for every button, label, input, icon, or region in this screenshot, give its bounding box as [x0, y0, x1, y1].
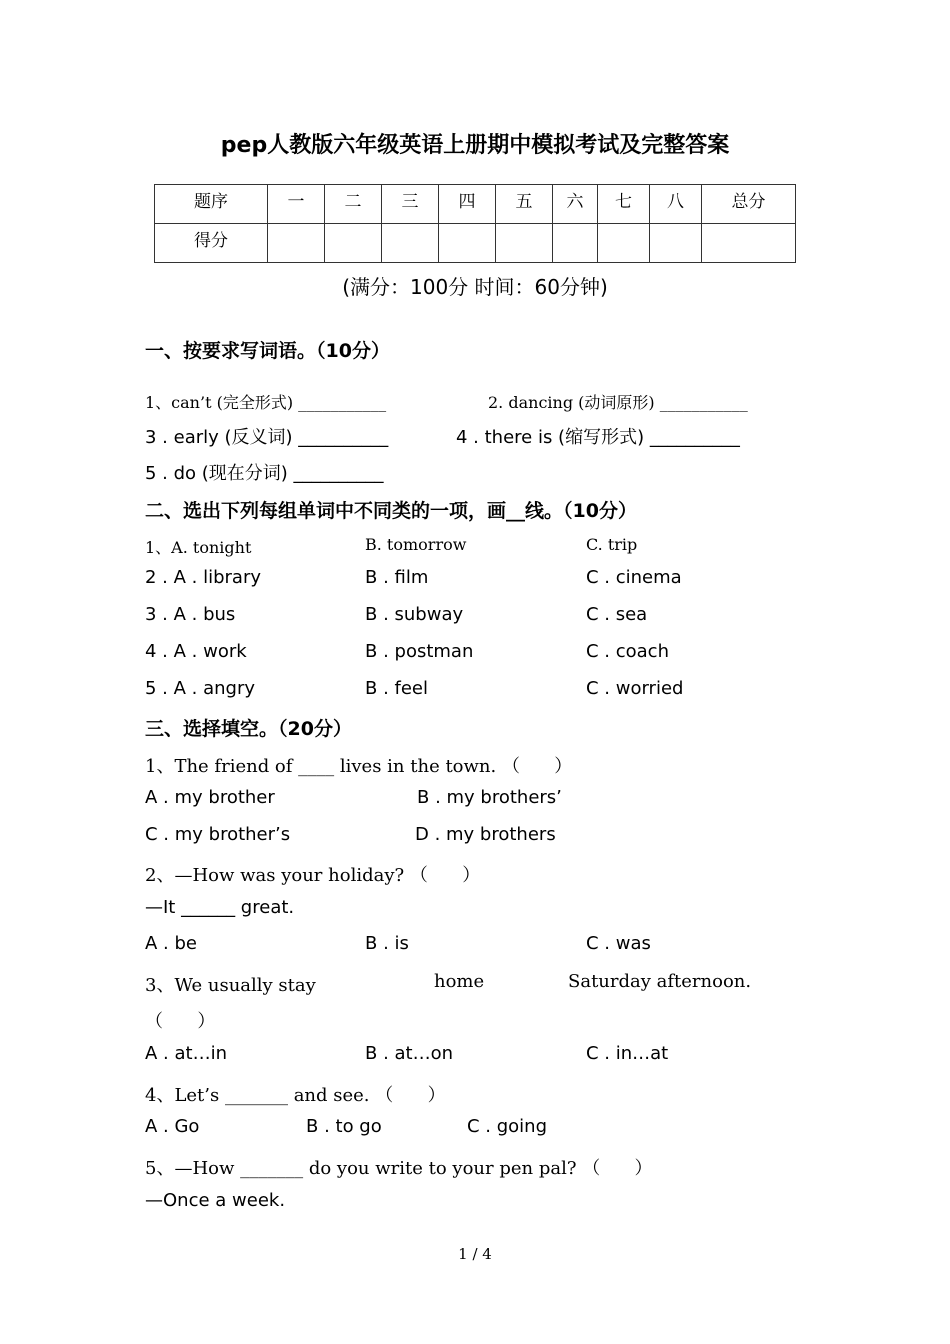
- score-cell[interactable]: [553, 224, 598, 263]
- s3-question-4: 4、Let’s _______ and see. （ ）: [145, 1085, 446, 1106]
- header-cell: 七: [598, 185, 650, 224]
- s3-question-5: 5、—How _______ do you write to your pen pal? （ ）: [145, 1158, 653, 1179]
- header-cell: 四: [439, 185, 496, 224]
- section1-heading: 一、按要求写词语。（10分）: [145, 340, 390, 362]
- s3-option: D . my brothers: [415, 824, 556, 845]
- s2-option: 1、A. tonight: [145, 538, 252, 557]
- s3-question-3-part: home: [434, 971, 485, 992]
- s3-question-3-paren: （ ）: [145, 1011, 216, 1032]
- header-cell: 总分: [702, 185, 796, 224]
- s1-question-5: 5 . do (现在分词) __________: [145, 463, 384, 484]
- s2-option: B. tomorrow: [365, 535, 467, 554]
- s2-option: C . coach: [586, 641, 669, 662]
- s3-option: C . going: [467, 1116, 548, 1137]
- s3-option: B . my brothers’: [417, 787, 562, 808]
- s3-option: A . at…in: [145, 1043, 227, 1064]
- s2-option: 2 . A . library: [145, 567, 262, 588]
- s1-question-2: 2. dancing (动词原形) ___________: [488, 393, 748, 412]
- s2-option: C . cinema: [586, 567, 682, 588]
- s3-option: B . at…on: [365, 1043, 454, 1064]
- header-cell: 题序: [155, 185, 268, 224]
- s2-option: C . sea: [586, 604, 648, 625]
- s2-option: 4 . A . work: [145, 641, 247, 662]
- section3-heading: 三、选择填空。（20分）: [145, 718, 352, 740]
- score-table: [154, 184, 796, 263]
- score-table-header-row: [155, 185, 796, 224]
- score-cell[interactable]: [268, 224, 325, 263]
- header-cell: 八: [650, 185, 702, 224]
- s1-question-4: 4 . there is (缩写形式) __________: [456, 427, 740, 448]
- s2-option: 3 . A . bus: [145, 604, 236, 625]
- header-cell: 五: [496, 185, 553, 224]
- s3-option: B . to go: [306, 1116, 382, 1137]
- score-cell[interactable]: [382, 224, 439, 263]
- s1-question-1: 1、can’t (完全形式) ___________: [145, 393, 387, 412]
- row-label: 得分: [155, 224, 268, 263]
- page-number: 1 / 4: [458, 1245, 492, 1263]
- s2-option: C . worried: [586, 678, 684, 699]
- score-cell[interactable]: [702, 224, 796, 263]
- s3-question-3-part: Saturday afternoon.: [568, 971, 752, 992]
- score-cell[interactable]: [439, 224, 496, 263]
- header-cell: 二: [325, 185, 382, 224]
- s3-option: A . Go: [145, 1116, 200, 1137]
- header-cell: 三: [382, 185, 439, 224]
- s3-option: A . my brother: [145, 787, 275, 808]
- s3-question-2-line: —It ______ great.: [145, 897, 295, 918]
- s3-option: C . my brother’s: [145, 824, 291, 845]
- s3-option: A . be: [145, 933, 197, 954]
- s3-option: C . was: [586, 933, 651, 954]
- s2-option: B . feel: [365, 678, 428, 699]
- score-cell[interactable]: [598, 224, 650, 263]
- s2-option: B . postman: [365, 641, 474, 662]
- section2-heading: 二、选出下列每组单词中不同类的一项，画__线。（10分）: [145, 500, 637, 522]
- s2-option: B . subway: [365, 604, 464, 625]
- document-title: pep人教版六年级英语上册期中模拟考试及完整答案: [220, 133, 730, 158]
- s2-option: B . film: [365, 567, 429, 588]
- s2-option: C. trip: [586, 535, 638, 554]
- s2-option: 5 . A . angry: [145, 678, 256, 699]
- s1-question-3: 3 . early (反义词) __________: [145, 427, 389, 448]
- s3-question-5-line: —Once a week.: [145, 1190, 286, 1211]
- score-cell[interactable]: [325, 224, 382, 263]
- score-cell[interactable]: [650, 224, 702, 263]
- s3-question-3-part: 3、We usually stay: [145, 975, 316, 996]
- header-cell: 一: [268, 185, 325, 224]
- score-table-score-row: [155, 224, 796, 263]
- header-cell: 六: [553, 185, 598, 224]
- exam-info: (满分：100分 时间：60分钟): [342, 275, 608, 299]
- s3-question-2: 2、—How was your holiday? （ ）: [145, 865, 481, 886]
- s3-option: B . is: [365, 933, 409, 954]
- score-cell[interactable]: [496, 224, 553, 263]
- s3-question-1: 1、The friend of ____ lives in the town. （ ）: [145, 756, 573, 777]
- s3-option: C . in…at: [586, 1043, 669, 1064]
